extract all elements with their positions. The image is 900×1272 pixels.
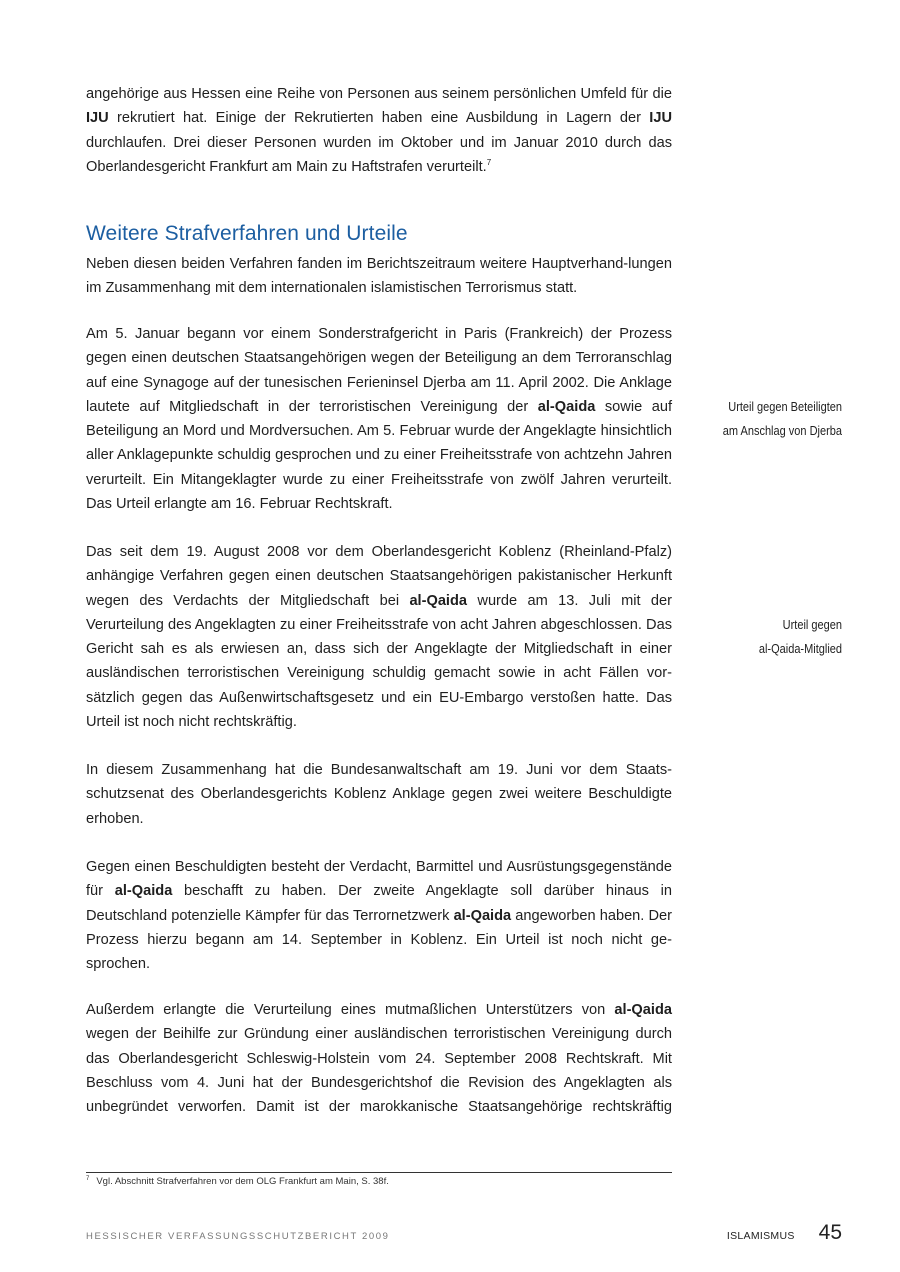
margin-note-line: am Anschlag von Djerba [722, 424, 842, 438]
footer-right [727, 1221, 842, 1245]
footnote-number: 7 [86, 1176, 90, 1182]
p3-part-a: Das seit dem 19. August 2008 vor dem Oberlandesgericht Koblenz (Rheinland-Pfalz) anhängige Verfahren gegen einen deutschen Staatsangehörigen pakistanischer Herkunft wegen des Verdachts der Mitgliedschaft bei [86, 544, 672, 609]
al-qaida-term: al-Qaida [537, 398, 596, 415]
footnote-ref[interactable]: 7 [486, 157, 492, 167]
paragraph-schleswig [86, 998, 672, 1119]
al-qaida-term: al-Qaida [453, 907, 512, 924]
p3-text [86, 540, 672, 734]
p6-text [86, 998, 672, 1119]
footnote-divider [86, 1172, 672, 1173]
p5-part-c: beschafft zu haben. Der zweite Angeklagte soll darüber hinaus in Deutschland potenzielle Kämpfer für das Terrornetzwerk [86, 883, 672, 924]
margin-note-line: Urteil gegen [782, 618, 842, 632]
section-heading: Weitere Strafverfahren und Urteile [86, 222, 408, 245]
intro-line-3: durchlaufen. Drei dieser Personen wurden im Oktober und im Januar 2010 durch das [86, 134, 672, 151]
margin-note-line: al-Qaida-Mitglied [758, 642, 842, 656]
footnote [86, 1176, 389, 1187]
margin-note-djerba [710, 395, 842, 443]
p4-text: In diesem Zusammenhang hat die Bundesanwaltschaft am 19. Juni vor dem Staatsschutzsenat des Oberlandesgerichts Koblenz Anklage gegen zwei weitere Beschuldigte erhoben. [86, 762, 672, 827]
intro-line-4: Oberlandesgericht Frankfurt am Main zu Haftstrafen verurteilt. [86, 158, 487, 175]
paragraph-koblenz [86, 540, 672, 734]
p5-text [86, 855, 672, 976]
iju-term: IJU [86, 110, 109, 127]
page-number: 45 [818, 1221, 842, 1244]
intro-line-1: angehörige aus Hessen eine Reihe von Personen aus seinem persönlichen Umfeld für [86, 86, 649, 102]
p6-part-c: wegen der Beihilfe zur Gründung einer ausländischen terroristischen Vereinigung durch das Oberlandesgericht Schleswig-Holstein vom 24. September 2008 Rechtskraft. Mit Beschluss vom 4. Juni hat der Bundesgerichtshof die Revision des Angeklagten als unbegründet verworfen. Damit ist der marokkanische Staatsangehörige rechtskräftig [86, 1026, 672, 1116]
p6-part-a: Außerdem erlangte die Verurteilung eines mutmaßlichen Unterstützers von [86, 1002, 615, 1018]
intro-text [86, 82, 672, 179]
p2-part-c: sowie auf Beteiligung an Mord und Mordversuchen. Am 5. Februar wurde der Angeklagte hinsichtlich aller Anklagepunkte schuldig gesprochen und zu einer Freiheitsstrafe von achtzehn Jahren verurteilt. Ein Mitangeklagter wurde zu einer Freiheitsstrafe von zwölf Jahren verurteilt. Das Urteil erlangte am 16. Februar Rechtskraft. [86, 398, 672, 513]
p1-text: Neben diesen beiden Verfahren fanden im Berichtszeitraum weitere Hauptverhand-lungen im Zusammenhang mit dem internationalen islamistischen Terrorismus statt. [86, 256, 672, 297]
footer-section: ISLAMISMUS [726, 1230, 795, 1242]
al-qaida-term: al-Qaida [114, 883, 173, 900]
paragraph-djerba [86, 322, 672, 516]
p5-part-a: Gegen einen Beschuldigten besteht der Verdacht, Barmittel und Ausrüstungsgegenstände für [86, 859, 672, 900]
paragraph-beschuldigte [86, 855, 672, 976]
p3-part-c: wurde am 13. Juli mit der Verurteilung des Angeklagten zu einer Freiheitsstrafe von acht Jahren abgeschlossen. Das Gericht sah es als erwiesen an, dass sich der Angeklagte der Mitgliedschaft in einer ausländischen terroristischen Vereinigung schuldig gemacht sowie in acht Fällen vorsätzlich gegen das Außenwirtschaftsgesetz und ein EU-Embargo verstoßen hatte. Das Urteil ist noch nicht rechtskräftig. [86, 592, 672, 731]
al-qaida-term: al-Qaida [409, 592, 468, 609]
intro-line-2a: die [652, 86, 673, 102]
al-qaida-term: al-Qaida [614, 1002, 672, 1018]
paragraph-anklage [86, 758, 672, 831]
margin-note-qaida [710, 613, 842, 661]
footer-publication: HESSISCHER VERFASSUNGSSCHUTZBERICHT 2009 [86, 1231, 390, 1242]
iju-term-2: IJU [649, 110, 672, 127]
intro-line-2b: rekrutiert hat. Einige der Rekrutierten haben eine Ausbildung in Lagern der [108, 110, 650, 127]
p5-part-e: angeworben haben. Der Prozess hierzu begann am 14. September in Koblenz. Ein Urteil ist noch nicht gesprochen. [86, 907, 672, 973]
paragraph-1 [86, 252, 672, 301]
margin-note-line: Urteil gegen Beteiligten [728, 400, 842, 414]
p2-part-a: Am 5. Januar begann vor einem Sonderstrafgericht in Paris (Frankreich) der Prozess gegen einen deutschen Staatsangehörigen wegen der Beteiligung an dem Terroranschlag auf eine Synagoge auf der tunesischen Ferieninsel Djerba am 11. April 2002. Die Anklage lautete auf Mitgliedschaft in der terroristischen Vereinigung der [86, 326, 672, 415]
footnote-text: Vgl. Abschnitt Strafverfahren vor dem OLG Frankfurt am Main, S. 38f. [96, 1176, 389, 1187]
intro-paragraph [86, 82, 672, 179]
p2-text [86, 322, 672, 516]
